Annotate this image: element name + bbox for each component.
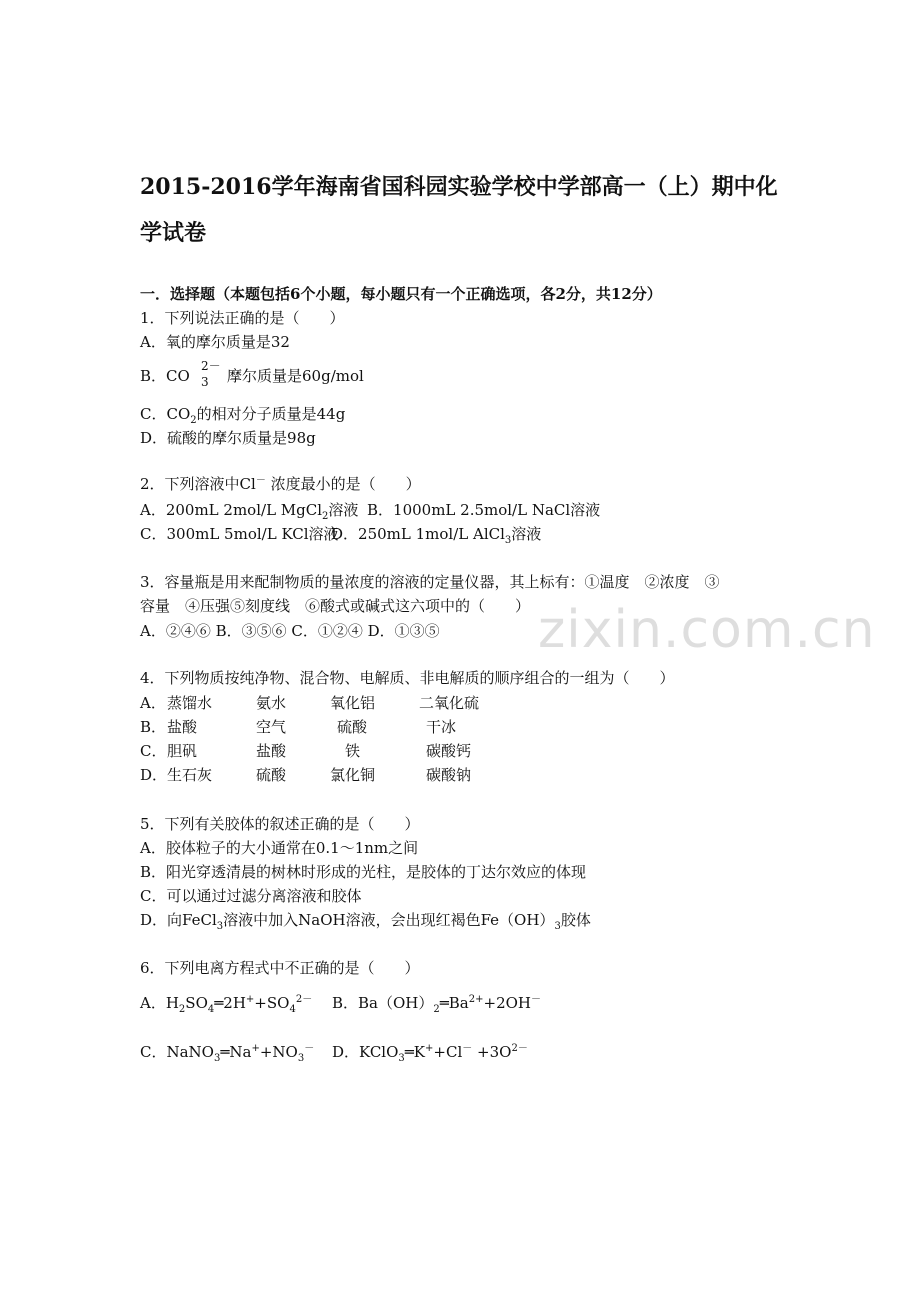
option-b-text: 摩尔质量是60g/mol [227, 367, 364, 385]
question-4-cell: 生石灰 [167, 766, 213, 784]
question-4-cell: 氧化铝 [330, 694, 376, 712]
subscript: 4 [207, 1004, 215, 1015]
question-1-stem: 1．下列说法正确的是（ ） [140, 309, 345, 327]
superscript: － [462, 1043, 473, 1054]
question-4-cell: 铁 [345, 742, 361, 760]
subscript: 3 [554, 921, 561, 932]
question-4-cell: 盐酸 [167, 718, 198, 736]
ion-subscript: 3 [201, 375, 209, 389]
question-6-option-a [140, 994, 313, 1015]
page-title-line2: 学试卷 [140, 220, 207, 246]
question-6-stem: 6．下列电离方程式中不正确的是（ ） [140, 959, 420, 977]
question-4-cell: 氨水 [256, 694, 287, 712]
section-heading: 一．选择题（本题包括6个小题，每小题只有一个正确选项，各2分，共12分） [140, 285, 662, 303]
text: 溶液 [511, 525, 542, 543]
question-4-cell: 空气 [256, 718, 287, 736]
text: A．200mL 2mol/L MgCl [140, 501, 323, 519]
text: 溶液 [328, 501, 359, 519]
superscript: － [304, 1043, 315, 1054]
option-b-prefix: B．CO [140, 367, 190, 385]
page-title-line1: 2015-2016学年海南省国科园实验学校中学部高一（上）期中化 [140, 174, 778, 200]
question-4-cell: 碳酸钙 [426, 742, 472, 760]
question-5-option-d [140, 911, 591, 932]
question-5-option-a: A．胶体粒子的大小通常在0.1～1nm之间 [140, 839, 419, 857]
text: +Cl [433, 1043, 463, 1061]
question-5-stem: 5．下列有关胶体的叙述正确的是（ ） [140, 815, 420, 833]
subscript: 3 [504, 535, 512, 546]
question-2-stem [140, 475, 421, 493]
text: +2OH [483, 994, 531, 1012]
subscript: 2 [178, 1004, 186, 1015]
question-4-cell: 盐酸 [256, 742, 287, 760]
question-4-row-label: C． [140, 742, 167, 760]
text: +NO [259, 1043, 298, 1061]
subscript: 3 [213, 1053, 221, 1064]
question-4-cell: 蒸馏水 [167, 694, 213, 712]
superscript: 2－ [511, 1043, 528, 1054]
text: ═Ba [439, 994, 469, 1012]
question-4-row-label: D． [140, 766, 168, 784]
question-4-cell: 碳酸钠 [426, 766, 472, 784]
question-4-cell: 硫酸 [337, 718, 368, 736]
text: C．NaNO [140, 1043, 214, 1061]
subscript: 3 [297, 1053, 305, 1064]
subscript: 2 [433, 1004, 440, 1015]
question-2-option-d [331, 525, 542, 546]
text: 浓度最小的是（ ） [270, 475, 421, 493]
text: ═K [404, 1043, 426, 1061]
text: SO [185, 994, 208, 1012]
text: D．KClO [332, 1043, 399, 1061]
question-2-option-a [140, 501, 359, 522]
text: +SO [254, 994, 290, 1012]
subscript: 3 [216, 921, 224, 932]
text: C．CO [140, 405, 191, 423]
superscript: + [425, 1043, 434, 1054]
text: 胶体 [560, 911, 591, 929]
question-6-option-d [332, 1043, 528, 1064]
superscript: 2－ [295, 994, 313, 1005]
question-4-stem: 4．下列物质按纯净物、混合物、电解质、非电解质的顺序组合的一组为（ ） [140, 669, 675, 687]
question-2-option-c: C．300mL 5mol/L KCl溶液 [140, 525, 339, 543]
text: 的相对分子质量是44g [196, 405, 346, 423]
superscript: － [255, 475, 266, 486]
subscript: 2 [322, 511, 329, 522]
question-4-cell: 氯化铜 [330, 766, 376, 784]
question-1-option-a: A．氧的摩尔质量是32 [140, 333, 290, 351]
watermark: zixin.com.cn [538, 600, 876, 660]
question-4-cell: 胆矾 [167, 742, 198, 760]
text: A．H [140, 994, 179, 1012]
question-5-option-b: B．阳光穿透清晨的树林时形成的光柱，是胶体的丁达尔效应的体现 [140, 863, 587, 881]
text: 溶液中加入NaOH溶液，会出现红褐色Fe（OH） [223, 911, 555, 929]
question-3-stem-line1: 3．容量瓶是用来配制物质的量浓度的溶液的定量仪器，其上标有：①温度 ②浓度 ③ [140, 573, 720, 591]
question-4-row-label: A． [140, 694, 166, 712]
question-4-cell: 干冰 [426, 718, 457, 736]
superscript: － [531, 994, 541, 1005]
text: D．向FeCl [140, 911, 217, 929]
question-3-options: A．②④⑥ B．③⑤⑥ C．①②④ D．①③⑤ [140, 622, 440, 640]
question-1-option-c [140, 405, 346, 426]
text: 2．下列溶液中Cl [140, 475, 256, 493]
question-4-cell: 二氧化硫 [419, 694, 480, 712]
subscript: 2 [190, 415, 197, 426]
question-4-row-label: B． [140, 718, 167, 736]
text: B．Ba（OH） [332, 994, 434, 1012]
text: ═Na [220, 1043, 252, 1061]
text: D．250mL 1mol/L AlCl [331, 525, 505, 543]
question-3-stem-line2: 容量 ④压强⑤刻度线 ⑥酸式或碱式这六项中的（ ） [140, 597, 531, 615]
question-4-cell: 硫酸 [256, 766, 287, 784]
question-6-option-c [140, 1043, 315, 1064]
question-2-option-b: B．1000mL 2.5mol/L NaCl溶液 [367, 501, 601, 519]
question-6-option-b [332, 994, 541, 1015]
superscript: 2+ [468, 994, 484, 1005]
subscript: 3 [398, 1053, 405, 1064]
text: ═2H [214, 994, 246, 1012]
question-1-option-d: D．硫酸的摩尔质量是98g [140, 429, 316, 447]
subscript: 4 [289, 1004, 296, 1015]
superscript: + [245, 994, 255, 1005]
question-5-option-c: C．可以通过过滤分离溶液和胶体 [140, 887, 362, 905]
text: +3O [477, 1043, 512, 1061]
question-1-option-b [140, 367, 190, 385]
ion-charge-superscript: 2－ [201, 359, 221, 373]
superscript: + [251, 1043, 260, 1054]
